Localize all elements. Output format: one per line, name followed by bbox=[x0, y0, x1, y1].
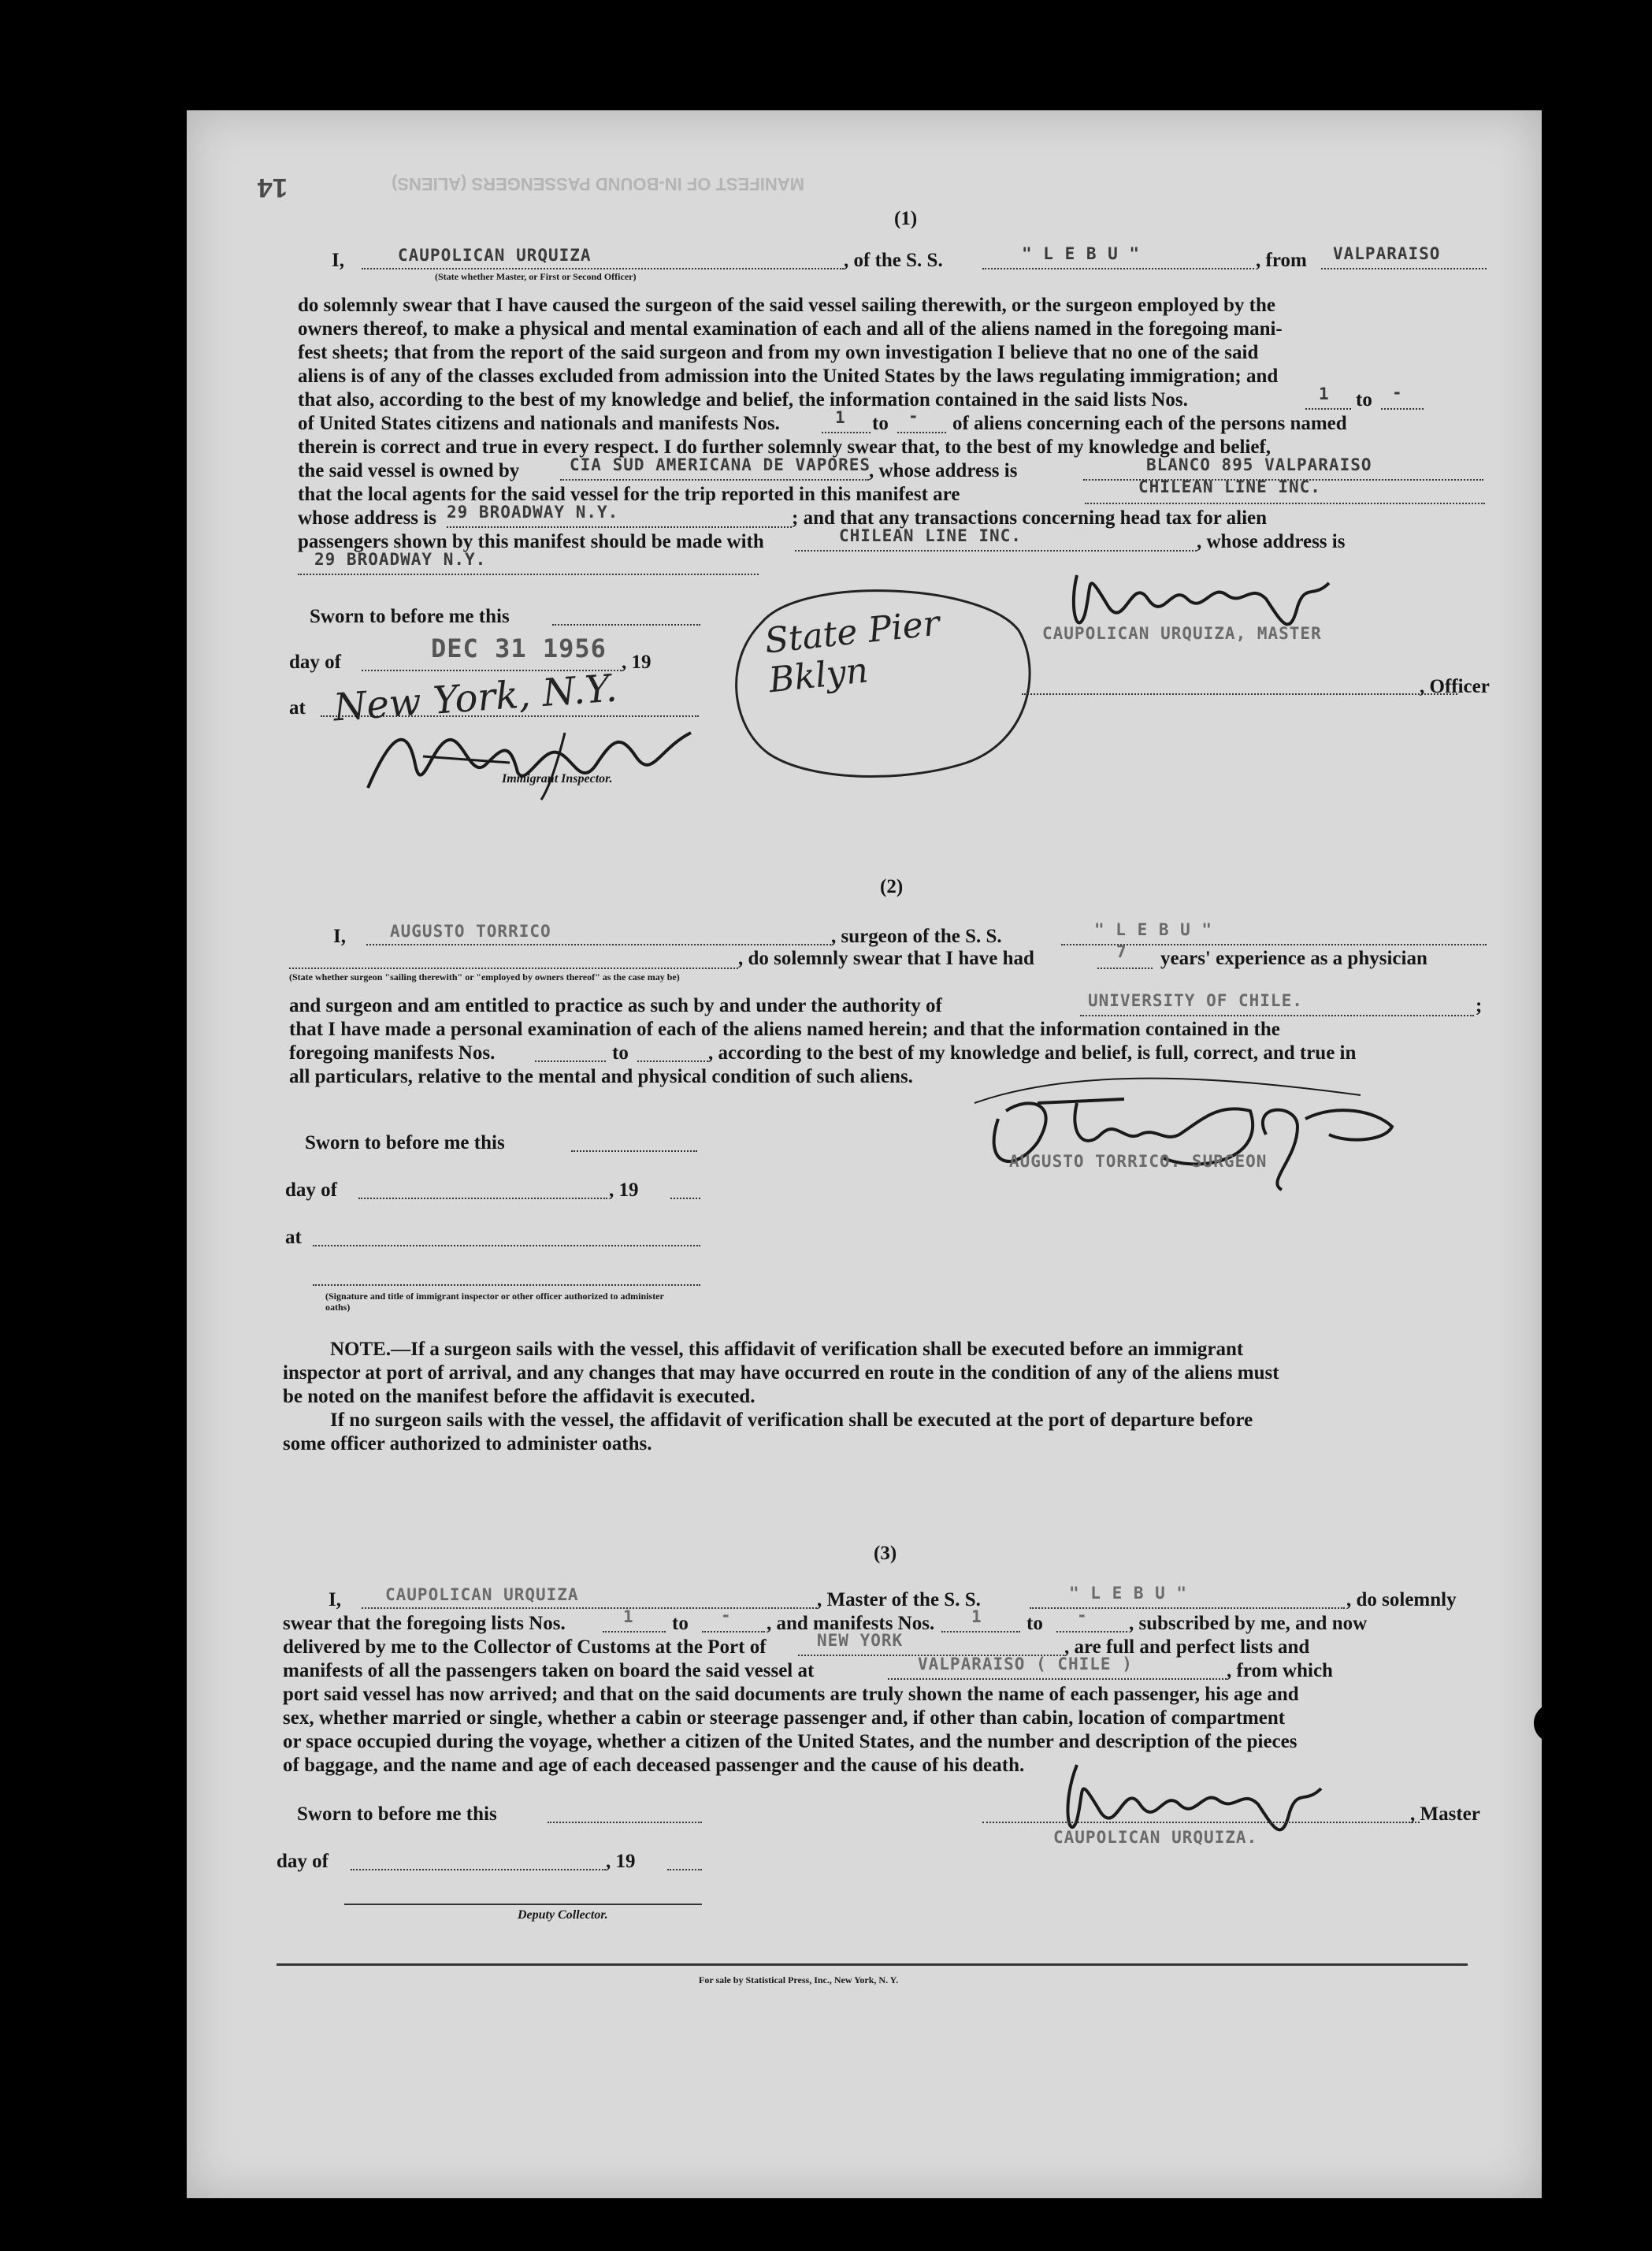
s1-from-label: , from bbox=[1256, 250, 1307, 271]
surgeon-signature bbox=[967, 1072, 1408, 1190]
s1-i-label: I, bbox=[332, 250, 344, 271]
section-3-number: (3) bbox=[874, 1543, 897, 1564]
s1-head-tax-agent: CHILEAN LINE INC. bbox=[839, 526, 1022, 545]
s2-note2-line-1: If no surgeon sails with the vessel, the affidavit of verification shall be executed at the port of departure before bbox=[330, 1410, 1253, 1431]
s1-line-6: of United States citizens and nationals and manifests Nos. bbox=[298, 413, 780, 434]
punch-hole-top bbox=[1545, 579, 1584, 618]
s3-full-perfect: , are full and perfect lists and bbox=[1064, 1636, 1310, 1658]
s1-master-note: (State whether Master, or First or Second Officer) bbox=[435, 271, 637, 282]
s2-years-tail: years' experience as a physician bbox=[1160, 948, 1427, 969]
s3-boarded-at: VALPARAISO ( CHILE ) bbox=[918, 1655, 1133, 1673]
s3-i-label: I, bbox=[329, 1589, 341, 1610]
s1-head-tax-tail: ; and that any transactions concerning head tax for alien bbox=[792, 507, 1268, 529]
s1-manifests-tail: of aliens concerning each of the persons named bbox=[952, 413, 1347, 434]
s1-manifests-to: - bbox=[908, 407, 919, 425]
s2-authority-semicolon: ; bbox=[1476, 995, 1483, 1016]
s1-line-5: that also, according to the best of my knowledge and belief, the information contained in the said lists Nos. bbox=[298, 389, 1188, 410]
s1-agents: CHILEAN LINE INC. bbox=[1138, 477, 1321, 496]
s2-sig-title-note: (Signature and title of immigrant inspector or other officer authorized to administer oaths) bbox=[325, 1291, 664, 1313]
s2-year-prefix: , 19 bbox=[609, 1179, 639, 1201]
s1-lists-to: - bbox=[1392, 383, 1403, 402]
s2-note2-line-2: some officer authorized to administer oaths. bbox=[283, 1433, 652, 1454]
s2-swear-text: , do solemnly swear that I have had bbox=[738, 948, 1034, 969]
s2-foregoing-tail: , according to the best of my knowledge and belief, is full, correct, and true in bbox=[708, 1042, 1357, 1064]
s3-year-prefix: , 19 bbox=[606, 1851, 636, 1872]
s3-manifests-from: 1 bbox=[971, 1607, 982, 1626]
s3-from-which: , from which bbox=[1227, 1660, 1333, 1681]
s1-line-9: that the local agents for the said vessel for the trip reported in this manifest are bbox=[298, 484, 960, 505]
s1-circled-note: State Pier Bklyn bbox=[763, 603, 942, 701]
s1-year-prefix: , 19 bbox=[622, 652, 652, 673]
s3-vessel: " L E B U " bbox=[1069, 1584, 1188, 1603]
s1-signer-typed: CAUPOLICAN URQUIZA, MASTER bbox=[1042, 624, 1322, 643]
s1-agents-address: 29 BROADWAY N.Y. bbox=[447, 503, 619, 522]
s2-at-label: at bbox=[285, 1227, 302, 1248]
s1-line-4: aliens is of any of the classes excluded from admission into the United States by the laws regulating immigration; and bbox=[298, 366, 1279, 387]
s3-and-manifests: , and manifests Nos. bbox=[767, 1613, 935, 1634]
s1-inspector-label: Immigrant Inspector. bbox=[502, 772, 613, 786]
s1-whose-address-2: , whose address is bbox=[1197, 531, 1346, 552]
s2-note-text-1: —If a surgeon sails with the vessel, this affidavit of verification shall be executed before an immigrant bbox=[391, 1339, 1244, 1360]
s2-years: 7 bbox=[1116, 942, 1127, 961]
s1-stamp-date: DEC 31 1956 bbox=[431, 633, 607, 663]
s2-foregoing-label: foregoing manifests Nos. bbox=[289, 1042, 496, 1064]
s3-day-of: day of bbox=[277, 1851, 329, 1872]
show-through-page-number: 14 bbox=[258, 173, 288, 202]
s3-port: NEW YORK bbox=[817, 1631, 904, 1650]
s2-vessel: " L E B U " bbox=[1094, 920, 1213, 939]
s3-manifests-to: - bbox=[1077, 1606, 1088, 1625]
s2-surgeon-note: (State whether surgeon "sailing therewith" or "employed by owners thereof" as the case may be) bbox=[289, 971, 680, 982]
s3-line-4: of baggage, and the name and age of each deceased passenger and the cause of his death. bbox=[283, 1755, 1025, 1776]
s2-foregoing-to: to bbox=[612, 1042, 629, 1064]
s2-note-line-1 bbox=[330, 1338, 1243, 1361]
s1-vessel: " L E B U " bbox=[1022, 244, 1141, 263]
s3-manifests-to-label: to bbox=[1026, 1613, 1043, 1634]
s2-i-label: I, bbox=[333, 926, 346, 947]
s1-owner-address: BLANCO 895 VALPARAISO bbox=[1146, 455, 1372, 474]
s1-lists-from: 1 bbox=[1319, 384, 1330, 403]
s1-line-7: therein is correct and true in every respect. I do further solemnly swear that, to the best of my knowledge and belief, bbox=[298, 436, 1271, 458]
s2-surgeon-name: AUGUSTO TORRICO bbox=[390, 922, 551, 941]
s1-owner: CIA SUD AMERICANA DE VAPORES bbox=[570, 455, 871, 474]
s1-head-tax-address: 29 BROADWAY N.Y. bbox=[314, 550, 487, 569]
s2-signer-typed: AUGUSTO TORRICO. SURGEON bbox=[1009, 1152, 1268, 1171]
s3-master-label: , Master bbox=[1410, 1803, 1480, 1825]
s3-lists-to: - bbox=[721, 1606, 732, 1625]
s3-subscribed: , subscribed by me, and now bbox=[1129, 1613, 1368, 1634]
s2-day-of: day of bbox=[285, 1179, 337, 1201]
s3-master-of-ss: , Master of the S. S. bbox=[817, 1589, 981, 1610]
s3-solemnly: , do solemnly bbox=[1346, 1589, 1457, 1610]
s1-manifests-from: 1 bbox=[835, 408, 846, 427]
punch-hole-bottom bbox=[1534, 1703, 1573, 1743]
inspector-signature bbox=[360, 717, 707, 804]
show-through-title: MANIFEST OF IN-BOUND PASSENGERS (ALIENS) bbox=[392, 174, 804, 194]
s1-whose-address: , whose address is bbox=[869, 460, 1018, 481]
s1-line-1: do solemnly swear that I have caused the surgeon of the said vessel sailing therewith, or the surgeon employed by the bbox=[298, 295, 1275, 316]
s3-master-name: CAUPOLICAN URQUIZA bbox=[385, 1585, 579, 1604]
s1-line-2: owners thereof, to make a physical and mental examination of each and all of the aliens named in the foregoing mani- bbox=[298, 318, 1283, 340]
s1-at-label: at bbox=[289, 697, 306, 719]
s2-line-exam: that I have made a personal examination of each of the aliens named herein; and that the information contained in the bbox=[289, 1019, 1280, 1040]
s2-particulars: all particulars, relative to the mental and physical condition of such aliens. bbox=[289, 1066, 913, 1087]
s3-delivered: delivered by me to the Collector of Customs at the Port of bbox=[283, 1636, 767, 1658]
s2-note-label: NOTE. bbox=[330, 1339, 392, 1360]
s3-signer-typed: CAUPOLICAN URQUIZA. bbox=[1053, 1828, 1258, 1847]
section-2-number: (2) bbox=[880, 876, 904, 897]
s1-manifests-to-label: to bbox=[872, 413, 889, 434]
s1-line-3: fest sheets; that from the report of the said surgeon and from my own investigation I believe that no one of the said bbox=[298, 342, 1259, 363]
s1-line-11: passengers shown by this manifest should be made with bbox=[298, 531, 764, 552]
s1-line-8: the said vessel is owned by bbox=[298, 460, 520, 481]
s2-note-line-3: be noted on the manifest before the affidavit is executed. bbox=[283, 1386, 755, 1407]
footer-printer: For sale by Statistical Press, Inc., New York, N. Y. bbox=[699, 1974, 899, 1985]
s1-lists-to-label: to bbox=[1356, 389, 1372, 410]
s3-collector-label: Deputy Collector. bbox=[518, 1908, 608, 1922]
s3-lists-from: 1 bbox=[623, 1607, 634, 1626]
s3-line-1: port said vessel has now arrived; and that on the said documents are truly shown the name of each passenger, his age and bbox=[283, 1684, 1299, 1705]
s1-line-10: whose address is bbox=[298, 507, 436, 529]
s3-swear-lists: swear that the foregoing lists Nos. bbox=[283, 1613, 566, 1634]
s2-authority-text: and surgeon and am entitled to practice as such by and under the authority of bbox=[289, 995, 942, 1016]
manifest-page bbox=[187, 110, 1542, 2198]
s1-officer-label: , Officer bbox=[1420, 676, 1490, 697]
s2-surgeon-of-ss: , surgeon of the S. S. bbox=[831, 926, 1002, 947]
s2-authority: UNIVERSITY OF CHILE. bbox=[1088, 991, 1303, 1010]
s1-at-handwritten: New York, N.Y. bbox=[332, 666, 619, 730]
s3-lists-to-label: to bbox=[672, 1613, 689, 1634]
s3-line-3: or space occupied during the voyage, whether a citizen of the United States, and the number and description of the pieces bbox=[283, 1731, 1297, 1752]
s3-sworn-label: Sworn to before me this bbox=[297, 1803, 497, 1825]
s3-line-2: sex, whether married or single, whether a cabin or steerage passenger and, if other than cabin, location of compartment bbox=[283, 1707, 1286, 1729]
s1-of-ss: , of the S. S. bbox=[844, 250, 943, 271]
s1-master-name: CAUPOLICAN URQUIZA bbox=[398, 246, 592, 265]
s3-manifests-of: manifests of all the passengers taken on board the said vessel at bbox=[283, 1660, 815, 1681]
section-1-number: (1) bbox=[894, 208, 918, 229]
s1-sworn-label: Sworn to before me this bbox=[310, 606, 510, 627]
s2-note-line-2: inspector at port of arrival, and any changes that may have occurred en route in the condition of any of the aliens must bbox=[283, 1362, 1279, 1384]
s1-day-of: day of bbox=[289, 652, 341, 673]
s2-sworn-label: Sworn to before me this bbox=[305, 1132, 505, 1153]
s1-from-port: VALPARAISO bbox=[1333, 244, 1441, 263]
